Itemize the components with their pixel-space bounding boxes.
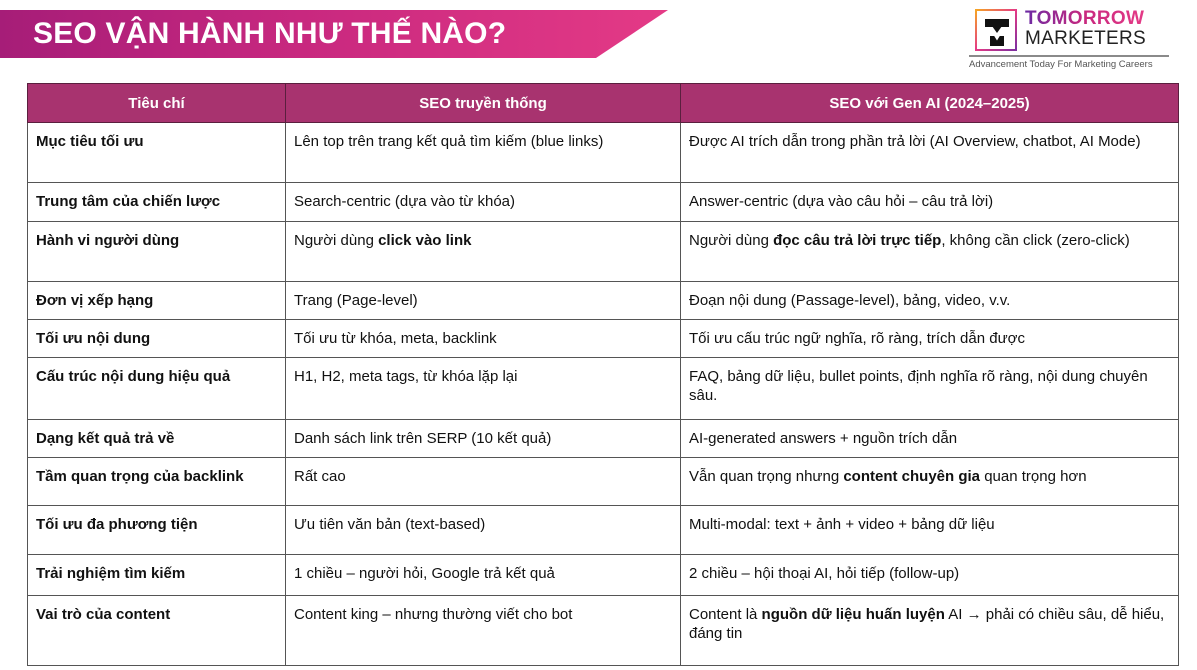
text: Người dùng	[689, 232, 774, 249]
text: AI → phải có chiều sâu, dễ hiểu, đáng tin	[689, 606, 1165, 642]
emphasis-text: content chuyên gia	[843, 468, 981, 485]
table-row	[28, 123, 1179, 183]
traditional-cell: 1 chiều – người hỏi, Google trả kết quả	[286, 555, 681, 596]
text: Vẫn quan trọng nhưng	[689, 468, 844, 485]
table-row	[28, 222, 1179, 282]
criterion-cell: Dạng kết quả trả về	[28, 420, 286, 458]
seo-comparison-table	[27, 83, 1179, 666]
text: , không cần click (zero-click)	[941, 232, 1130, 249]
genai-cell	[681, 458, 1179, 506]
table-row	[28, 358, 1179, 420]
page-title: SEO VẬN HÀNH NHƯ THẾ NÀO?	[33, 17, 507, 50]
logo-divider	[969, 55, 1169, 57]
text: quan trọng hơn	[980, 468, 1087, 485]
table-row	[28, 555, 1179, 596]
traditional-cell: Lên top trên trang kết quả tìm kiếm (blue links)	[286, 123, 681, 183]
table-row	[28, 596, 1179, 666]
criterion-cell: Vai trò của content	[28, 596, 286, 666]
traditional-cell: Danh sách link trên SERP (10 kết quả)	[286, 420, 681, 458]
logo-line1: TOMORROW	[1025, 8, 1145, 29]
traditional-cell: Rất cao	[286, 458, 681, 506]
traditional-cell: Trang (Page-level)	[286, 282, 681, 320]
criterion-cell: Tối ưu nội dung	[28, 320, 286, 358]
genai-cell: 2 chiều – hội thoại AI, hỏi tiếp (follow-up)	[681, 555, 1179, 596]
traditional-cell	[286, 222, 681, 282]
traditional-cell: H1, H2, meta tags, từ khóa lặp lại	[286, 358, 681, 420]
criterion-cell: Mục tiêu tối ưu	[28, 123, 286, 183]
traditional-cell: Search-centric (dựa vào từ khóa)	[286, 183, 681, 222]
logo-mark-icon	[975, 9, 1017, 51]
column-header-traditional: SEO truyền thống	[286, 84, 681, 123]
genai-cell	[681, 222, 1179, 282]
criterion-cell: Trung tâm của chiến lược	[28, 183, 286, 222]
genai-cell: Multi-modal: text + ảnh + video + bảng dữ liệu	[681, 506, 1179, 555]
text: Content là	[689, 606, 762, 623]
emphasis-text: click vào link	[378, 232, 472, 249]
criterion-cell: Tầm quan trọng của backlink	[28, 458, 286, 506]
genai-cell: AI-generated answers + nguồn trích dẫn	[681, 420, 1179, 458]
genai-cell: Answer-centric (dựa vào câu hỏi – câu trả lời)	[681, 183, 1179, 222]
column-header-genai: SEO với Gen AI (2024–2025)	[681, 84, 1179, 123]
criterion-cell: Cấu trúc nội dung hiệu quả	[28, 358, 286, 420]
table-row	[28, 506, 1179, 555]
emphasis-text: nguồn dữ liệu huấn luyện	[761, 606, 945, 623]
criterion-cell: Hành vi người dùng	[28, 222, 286, 282]
table-row	[28, 320, 1179, 358]
criterion-cell: Trải nghiệm tìm kiếm	[28, 555, 286, 596]
traditional-cell: Content king – nhưng thường viết cho bot	[286, 596, 681, 666]
genai-cell	[681, 596, 1179, 666]
traditional-cell: Ưu tiên văn bản (text-based)	[286, 506, 681, 555]
table-header-row	[28, 84, 1179, 123]
logo-tagline: Advancement Today For Marketing Careers	[969, 59, 1153, 70]
criterion-cell: Tối ưu đa phương tiện	[28, 506, 286, 555]
criterion-cell: Đơn vị xếp hạng	[28, 282, 286, 320]
genai-cell: FAQ, bảng dữ liệu, bullet points, định nghĩa rõ ràng, nội dung chuyên sâu.	[681, 358, 1179, 420]
table-row	[28, 183, 1179, 222]
logo-line2: MARKETERS	[1025, 28, 1146, 49]
genai-cell: Được AI trích dẫn trong phần trả lời (AI Overview, chatbot, AI Mode)	[681, 123, 1179, 183]
table-row	[28, 458, 1179, 506]
genai-cell: Đoạn nội dung (Passage-level), bảng, video, v.v.	[681, 282, 1179, 320]
tomorrow-marketers-logo	[969, 8, 1195, 71]
emphasis-text: đọc câu trả lời trực tiếp	[773, 232, 942, 249]
table-row	[28, 420, 1179, 458]
table-row	[28, 282, 1179, 320]
genai-cell: Tối ưu cấu trúc ngữ nghĩa, rõ ràng, trích dẫn được	[681, 320, 1179, 358]
text: Người dùng	[294, 232, 379, 249]
column-header-criterion: Tiêu chí	[28, 84, 286, 123]
traditional-cell: Tối ưu từ khóa, meta, backlink	[286, 320, 681, 358]
